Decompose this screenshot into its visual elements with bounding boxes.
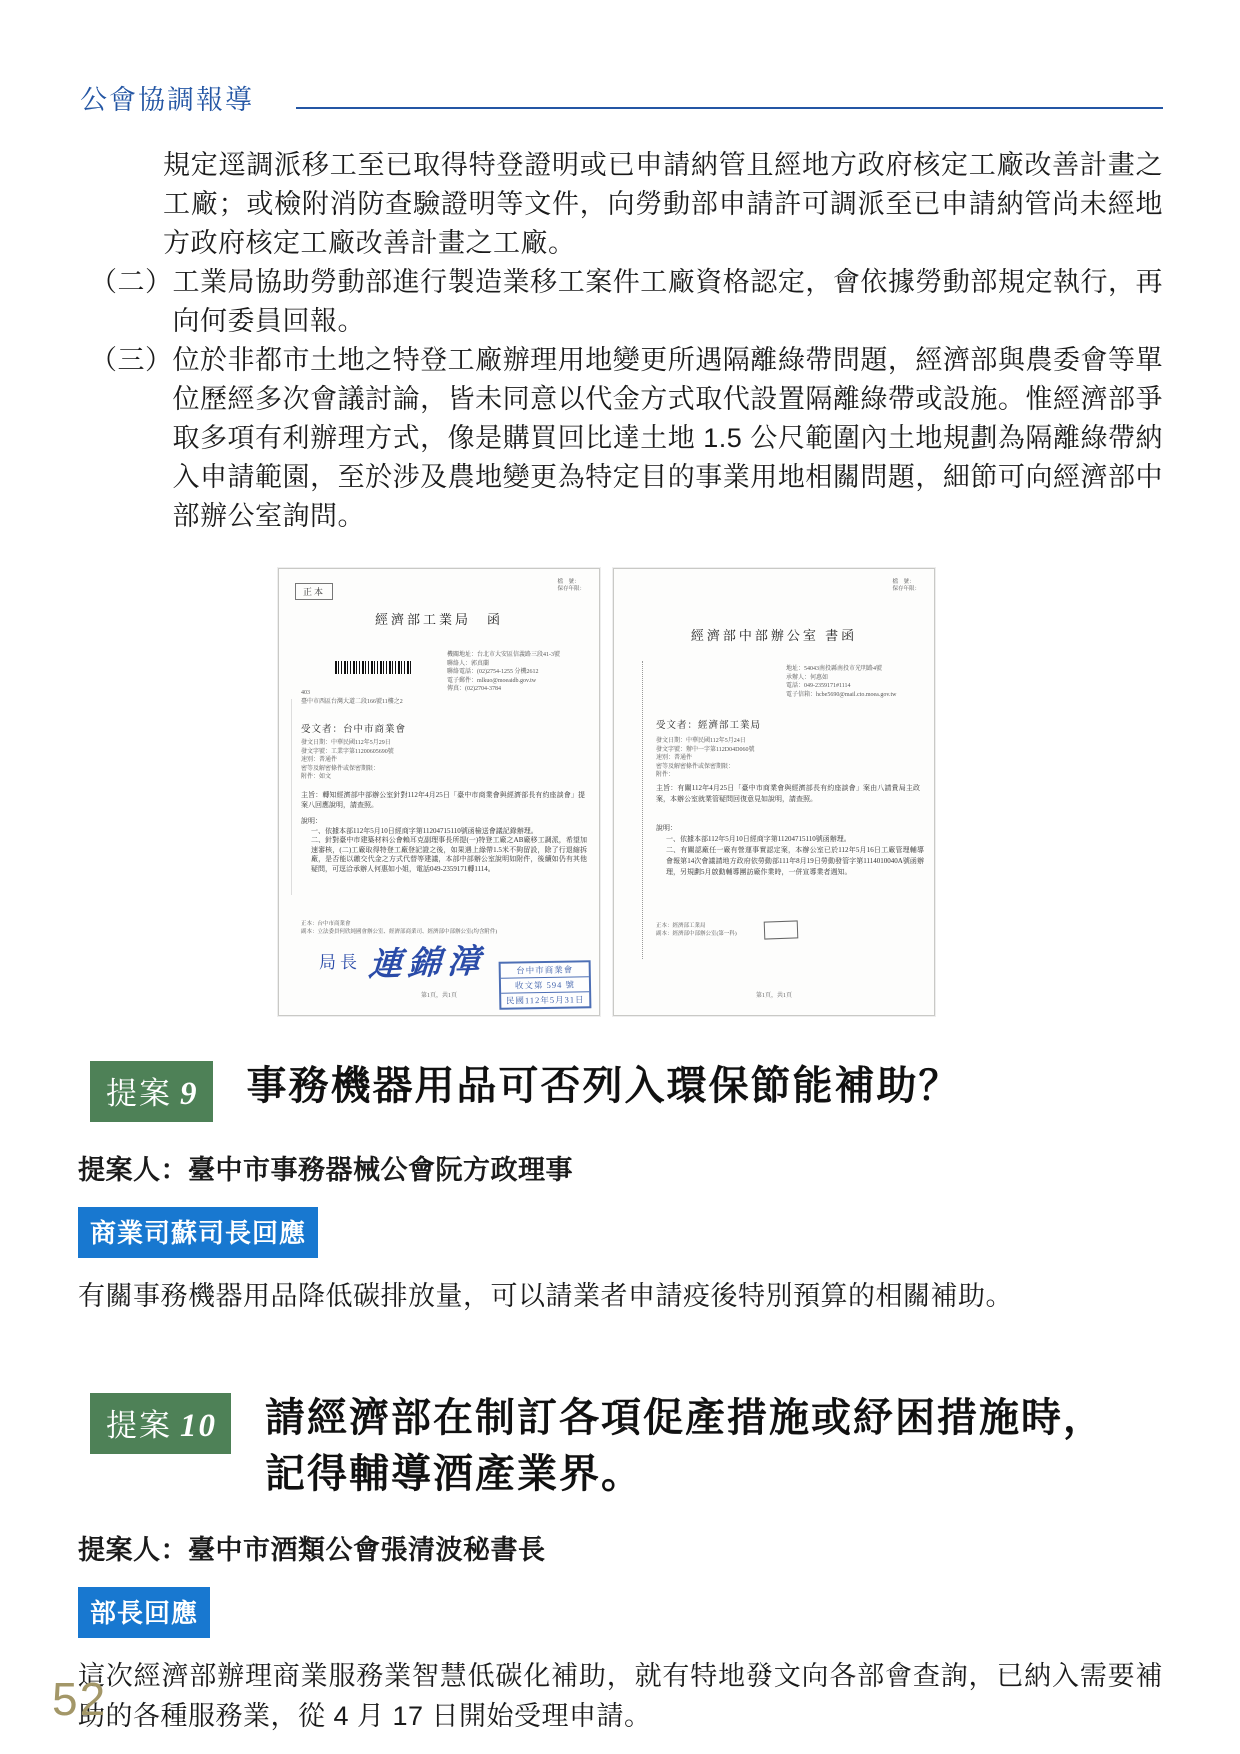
page-footer: 第1頁，共1頁 — [420, 993, 457, 999]
explanation-block: 說明： 一、依據本部112年5月10日經商字第11204715110號函檢送會議記錄辦理。 二、針對臺中市建築材料公會賴耳克副理事長所提(一)特登工廠之AB廠移工調派，希望加速審核，(二)工廠取得特登工廠登記證之後，如果遇上綠帶1.5米不夠留設，除了行退縮拆廠，是否能以繳交代金之方式代替等建議，本部中部辦公室說明如附件，後續如仍有其他疑問，可逕洽承辦人何惠如小姐，電話049-2359171轉1114。 — [301, 817, 587, 873]
signature-row — [319, 937, 486, 984]
subject-line: 主旨：有關112年4月25日「臺中市商業會與經濟部長有約座談會」案由八請貴局主政案，本辦公室就業管疑問回復意見如說明，請查照。 — [656, 784, 920, 803]
small-office-stamp — [764, 920, 799, 939]
page-number: 52 — [52, 1673, 108, 1725]
response-text: 有關事務機器用品降低碳排放量，可以請業者申請疫後特別預算的相關補助。 — [78, 1281, 1013, 1311]
subject-line: 主旨：轉知經濟部中部辦公室針對112年4月25日「臺中市商業會與經濟部長有約座談會」提案八回應說明，請查照。 — [301, 791, 585, 809]
explanation-block: 說明： 一、依據本部112年5月10日經商字第11204715110號函辦理。 二、有關認廠任一廠有營運事實認定案，本辦公室已於112年5月16日工廠管理輔導會報第14次會議請地方政府依勞動部111年8月19日勞動發管字第1114010040A號函辦理，另規劃5月啟動輔導團訪廠作業時，一併宣導業者週知。 — [656, 824, 924, 876]
file-number-labels: 檔 號： 保存年限： — [892, 579, 920, 592]
list-marker: （二） — [90, 267, 173, 297]
proposal-title: 請經濟部在制訂各項促產措施或紓困措施時， 記得輔導酒產業界。 — [265, 1395, 1105, 1496]
header-rule — [296, 107, 1163, 109]
document-title: 經濟部工業局 函 — [374, 612, 503, 627]
letter-meta: 發文日期：中華民國112年5月24日 發文字號：辦中一字第112D04D060號 速別：普通件 密等及解密條件或保密期限： 附件： — [656, 738, 755, 778]
addressee-address: 403 臺中市西區台灣大道二段166號11樓之2 — [301, 690, 403, 705]
responder-badge: 部長回應 — [78, 1587, 210, 1638]
letter-meta: 發文日期：中華民國112年5月29日 發文字號：工業字第11200605690號 速別：普通件 密等及解密條件或保密期限： 附件：如文 — [301, 740, 394, 780]
scanned-letter-industry-bureau — [278, 568, 600, 1016]
list-item-2 — [90, 263, 1163, 341]
document-title: 經濟部中部辦公室 書函 — [690, 628, 858, 643]
proposer-line: 提案人：臺中市事務器械公會阮方政理事 — [78, 1155, 573, 1185]
proposal-number-badge: 提案 9 — [90, 1061, 213, 1122]
fold-line — [291, 699, 292, 895]
file-number-labels: 檔 號： 保存年限： — [557, 579, 585, 592]
signature-calligraphy: 連錦漳 — [367, 943, 488, 985]
list-item-3 — [90, 341, 1163, 536]
proposer-line: 提案人：臺中市酒類公會張清波秘書長 — [78, 1535, 546, 1565]
proposal-number: 10 — [180, 1408, 217, 1444]
recipient-line: 受文者：經濟部工業局 — [656, 721, 762, 731]
scanned-documents-row — [278, 568, 1163, 1016]
proposal-9-section — [78, 1058, 1163, 1316]
continuation-paragraph: 規定逕調派移工至已取得特登證明或已申請納管且經地方政府核定工廠改善計畫之工廠；或檢附消防查驗證明等文件，向勞動部申請許可調派至已申請納管尚未經地方政府核定工廠改善計畫之工廠。 — [163, 150, 1163, 258]
page-footer: 第1頁，共1頁 — [755, 993, 792, 999]
section-header: 公會協調報導 — [80, 85, 254, 115]
agency-info: 機關地址：台北市大安區信義路三段41-3號 聯絡人：郭真蘭 聯絡電話：(02)2754-1255 分機2612 電子郵件：mlkuo@moeaidb.gov.tw 傳真：(02)2704-3784 — [447, 652, 560, 692]
scanned-letter-central-office — [613, 568, 935, 1016]
barcode — [335, 661, 413, 674]
cc-block: 正本：經濟部工業局 副本：經濟部中部辦公室(第一科) — [656, 923, 737, 937]
list-text: 工業局協助勞動部進行製造業移工案件工廠資格認定，會依據勞動部規定執行，再向何委員回報。 — [172, 267, 1163, 336]
receipt-stamp: 台中市商業會 收文第 594 號 民國112年5月31日 — [499, 960, 592, 1010]
proposal-header — [90, 1390, 1163, 1502]
recipient-line: 受文者：台中市商業會 — [301, 725, 407, 735]
proposal-header — [90, 1058, 1163, 1122]
list-marker: （三） — [90, 345, 173, 375]
responder-badge: 商業司蘇司長回應 — [78, 1207, 318, 1258]
cc-block: 正本：台中市商業會 副本：立法委員何欣純國會辦公室、經濟部商業司、經濟部中部辦公室(均含附件) — [301, 921, 498, 935]
response-text: 這次經濟部辦理商業服務業智慧低碳化補助，就有特地發文向各部會查詢，已納入需要補助的各種服務業，從 4 月 17 日開始受理申請。 — [78, 1661, 1163, 1731]
signer-title: 局長 — [319, 953, 361, 972]
proposal-title: 事務機器用品可否列入環保節能補助？ — [246, 1063, 961, 1108]
proposal-number-badge: 提案 10 — [90, 1393, 231, 1454]
proposal-number: 9 — [180, 1076, 199, 1112]
list-text: 位於非都市土地之特登工廠辦理用地變更所遇隔離綠帶問題，經濟部與農委會等單位歷經多次會議討論，皆未同意以代金方式取代設置隔離綠帶或設施。惟經濟部爭取多項有利辦理方式，像是購買回比達土地 1.5 公尺範圍內土地規劃為隔離綠帶納入申請範園，至於涉及農地變更為特定目的事業用地相關問題，細節可向經濟部中部辦公室詢問。 — [172, 345, 1163, 531]
agency-info: 地址：54043南投縣南投市光明路4號 承辦人：何惠如 電話：049-2359171#1114 電子信箱：hcbe5690@mail.cto.moea.gov.tw — [786, 666, 897, 698]
copy-label: 正本 — [295, 583, 333, 600]
binding-dotted-line — [642, 661, 643, 959]
